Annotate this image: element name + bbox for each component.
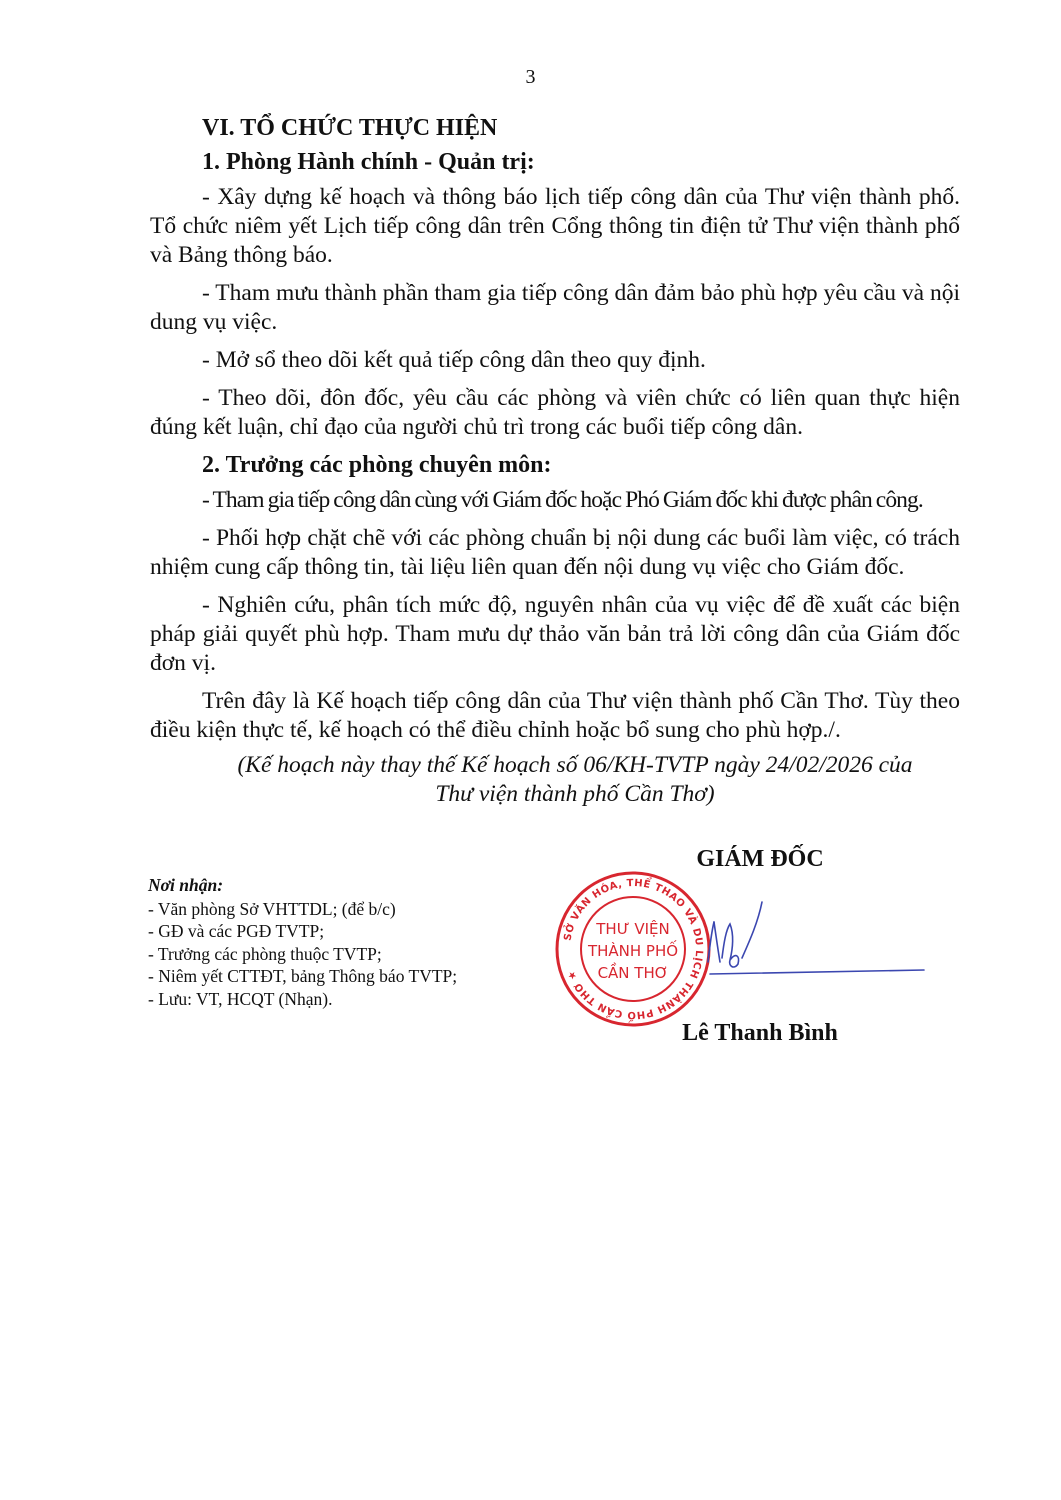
paragraph: - Phối hợp chặt chẽ với các phòng chuẩn bị nội dung các buổi làm việc, có trách nhiệm cung cấp thông tin, tài liệu liên quan đến nội dung vụ việc cho Giám đốc. bbox=[150, 525, 960, 580]
handwritten-signature-icon bbox=[700, 900, 930, 990]
paragraph: - Nghiên cứu, phân tích mức độ, nguyên nhân của vụ việc để đề xuất các biện pháp giải quyết phù hợp. Tham mưu dự thảo văn bản trả lời công dân của Giám đốc đơn vị. bbox=[150, 592, 960, 676]
subsection-title-2: 2. Trưởng các phòng chuyên môn: bbox=[202, 452, 552, 478]
paragraph: - Mở sổ theo dõi kết quả tiếp công dân theo quy định. bbox=[202, 347, 706, 373]
signer-name: Lê Thanh Bình bbox=[682, 1020, 838, 1046]
paragraph: - Tham mưu thành phần tham gia tiếp công dân đảm bảo phù hợp yêu cầu và nội dung vụ việc. bbox=[150, 280, 960, 335]
document-body bbox=[150, 108, 960, 809]
paragraph: - Tham gia tiếp công dân cùng với Giám đốc hoặc Phó Giám đốc khi được phân công. bbox=[202, 487, 923, 513]
svg-text:CẦN THƠ: CẦN THƠ bbox=[597, 964, 669, 982]
recipient-item: - Văn phòng Sở VHTTDL; (để b/c) bbox=[148, 898, 396, 919]
recipient-item: - Niêm yết CTTĐT, bảng Thông báo TVTP; bbox=[148, 966, 458, 986]
replacement-note bbox=[150, 751, 960, 809]
replacement-note-line2: Thư viện thành phố Cần Thơ) bbox=[435, 781, 715, 807]
recipients-list bbox=[148, 874, 568, 1010]
paragraph: - Xây dựng kế hoạch và thông báo lịch tiếp công dân của Thư viện thành phố. Tổ chức niêm yết Lịch tiếp công dân trên Cổng thông tin điện tử Thư viện thành phố và Bảng thông báo. bbox=[150, 184, 960, 268]
section-title: VI. TỔ CHỨC THỰC HIỆN bbox=[202, 115, 498, 141]
signature-block bbox=[0, 840, 1061, 1060]
recipient-item: - Lưu: VT, HCQT (Nhạn). bbox=[148, 988, 333, 1009]
svg-text:THƯ VIỆN: THƯ VIỆN bbox=[596, 920, 670, 938]
recipient-item: - Trưởng các phòng thuộc TVTP; bbox=[148, 943, 382, 964]
replacement-note-line1: (Kế hoạch này thay thế Kế hoạch số 06/KH-TVTP ngày 24/02/2026 của bbox=[237, 752, 913, 778]
closing-paragraph: Trên đây là Kế hoạch tiếp công dân của Thư viện thành phố Cần Thơ. Tùy theo điều kiện thực tế, kế hoạch có thể điều chỉnh hoặc bổ sung cho phù hợp./. bbox=[150, 688, 960, 743]
official-stamp-icon bbox=[552, 868, 714, 1030]
recipients-title: Nơi nhận: bbox=[148, 875, 224, 895]
paragraph: - Theo dõi, đôn đốc, yêu cầu các phòng và viên chức có liên quan thực hiện đúng kết luận, chỉ đạo của người chủ trì trong các buổi tiếp công dân. bbox=[150, 385, 960, 440]
page-number: 3 bbox=[525, 66, 536, 88]
svg-text:THÀNH PHỐ: THÀNH PHỐ bbox=[587, 942, 679, 960]
svg-text:SỞ VĂN HÓA, THỂ THAO VÀ DU LỊC: SỞ VĂN HÓA, THỂ THAO VÀ DU LỊCH THÀNH PHỐ CẦN THƠ ★ bbox=[562, 877, 705, 1021]
signer-title: GIÁM ĐỐC bbox=[696, 846, 824, 872]
recipient-item: - GĐ và các PGĐ TVTP; bbox=[148, 921, 325, 941]
subsection-title-1: 1. Phòng Hành chính - Quản trị: bbox=[202, 149, 535, 175]
